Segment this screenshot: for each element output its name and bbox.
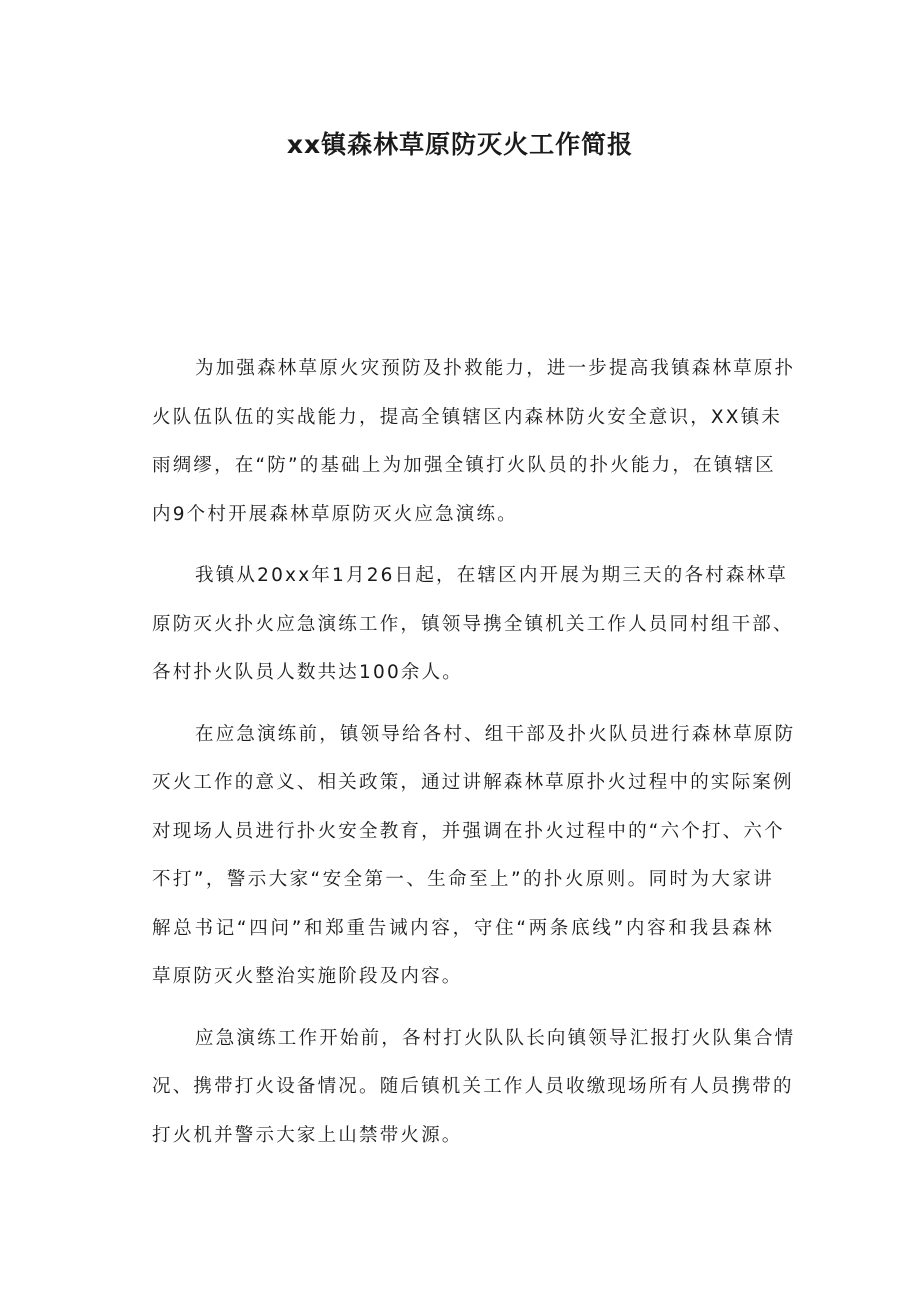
paragraph-line: 我镇从20xx年1月26日起，在辖区内开展为期三天的各村森林草: [195, 565, 788, 586]
paragraph-line: 不打”，警示大家“安全第一、生命至上”的扑火原则。同时为大家讲: [152, 869, 774, 890]
document-body: [152, 345, 796, 1173]
paragraph-line: 火队伍队伍的实战能力，提高全镇辖区内森林防火安全意识，XX镇未: [152, 406, 783, 428]
paragraph-3: [152, 711, 796, 1002]
paragraph-4: [152, 1015, 796, 1161]
paragraph-line: 灭火工作的意义、相关政策，通过讲解森林草原扑火过程中的实际案例: [152, 772, 794, 793]
paragraph-line: 应急演练工作开始前，各村打火队队长向镇领导汇报打火队集合情: [195, 1027, 796, 1049]
paragraph-line: 内9个村开展森林草原防灭火应急演练。: [152, 503, 518, 525]
paragraph-1: [152, 345, 796, 539]
paragraph-line: 解总书记“四问”和郑重告诫内容，守住“两条底线”内容和我县森林: [152, 917, 774, 939]
paragraph-line: 各村扑火队员人数共达100余人。: [152, 662, 464, 683]
paragraph-line: 在应急演练前，镇领导给各村、组干部及扑火队员进行森林草原防: [195, 723, 796, 745]
paragraph-line: 对现场人员进行扑火安全教育，并强调在扑火过程中的“六个打、六个: [152, 820, 785, 842]
paragraph-line: 为加强森林草原火灾预防及扑救能力，进一步提高我镇森林草原扑: [195, 358, 796, 379]
paragraph-line: 打火机并警示大家上山禁带火源。: [152, 1124, 463, 1146]
paragraph-line: 原防灭火扑火应急演练工作，镇领导携全镇机关工作人员同村组干部、: [152, 613, 794, 635]
paragraph-line: 况、携带打火设备情况。随后镇机关工作人员收缴现场所有人员携带的: [152, 1076, 794, 1097]
paragraph-line: 雨绸缪，在“防”的基础上为加强全镇打火队员的扑火能力，在镇辖区: [152, 455, 776, 476]
paragraph-line: 草原防灭火整治实施阶段及内容。: [152, 966, 463, 987]
document-title: xx镇森林草原防灭火工作简报: [286, 130, 634, 159]
paragraph-2: [152, 552, 794, 698]
